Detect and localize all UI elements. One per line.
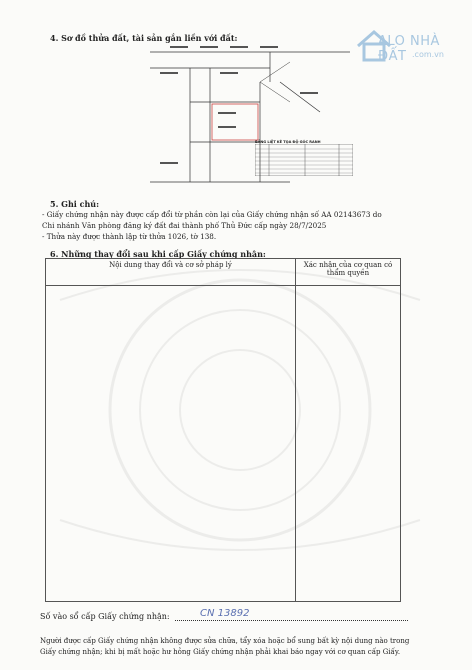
coordinate-table-grid [255, 144, 353, 176]
changes-cell-content [46, 286, 296, 602]
serial-label: Số vào sổ cấp Giấy chứng nhận: [40, 612, 170, 621]
coordinate-table-title: BẢNG LIỆT KÊ TỌA ĐỘ GÓC RANH [255, 140, 321, 144]
note-line-2: Chi nhánh Văn phòng đăng ký đất đai thành phố Thủ Đức cấp ngày 28/7/2025 [42, 221, 327, 230]
section-4-title: 4. Sơ đồ thửa đất, tài sản gắn liền với đất: [50, 33, 238, 43]
coordinate-table [255, 140, 353, 177]
changes-cell-confirmation [296, 286, 401, 602]
changes-header-content: Nội dung thay đổi và cơ sở pháp lý [46, 259, 296, 286]
section-5-title: 5. Ghi chú: [50, 199, 100, 209]
footer-line-1: Người được cấp Giấy chứng nhận không được sửa chữa, tẩy xóa hoặc bổ sung bất kỳ nội dung nào trong [40, 637, 410, 645]
note-line-3: - Thửa này được thành lập từ thửa 1026, tờ 138. [42, 232, 217, 241]
brand-logo [354, 4, 464, 64]
serial-handwritten-value: CN 13892 [200, 608, 250, 619]
logo-brand-text: ALO NHÀ ĐẤT [378, 34, 440, 64]
footer-note [40, 636, 440, 658]
section-6-title: 6. Những thay đổi sau khi cấp Giấy chứng nhận: [50, 249, 266, 259]
serial-dotted-line [175, 620, 408, 621]
logo-domain-text: .com.vn [412, 50, 444, 59]
changes-header-confirmation: Xác nhận của cơ quan có thẩm quyền [296, 259, 401, 286]
note-line-1: - Giấy chứng nhận này được cấp đổi từ phần còn lại của Giấy chứng nhận số AA 02143673 do [42, 210, 382, 219]
changes-table [45, 258, 401, 602]
footer-line-2: Giấy chứng nhận; khi bị mất hoặc hư hỏng Giấy chứng nhận phải khai báo ngay với cơ quan cấp Giấy. [40, 648, 401, 656]
